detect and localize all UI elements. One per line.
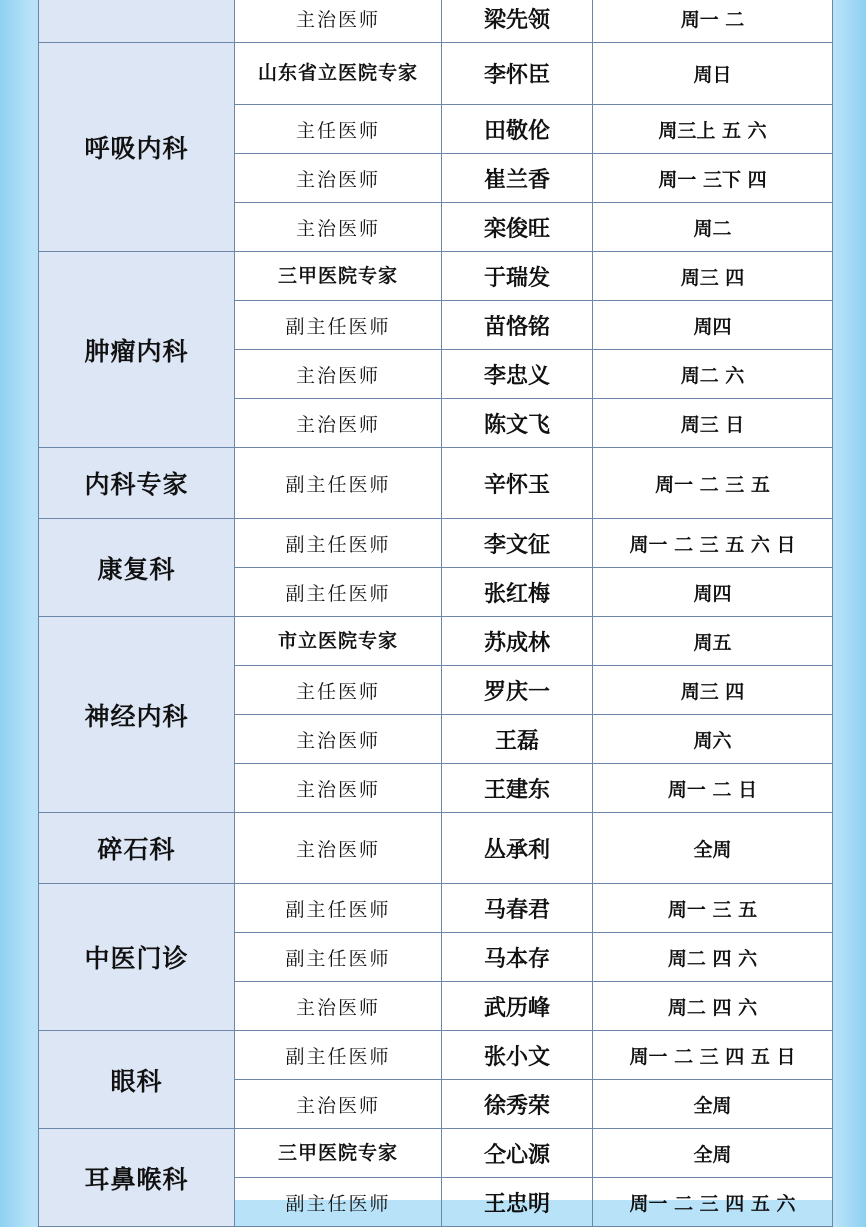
title-cell: 主治医师 <box>235 0 442 43</box>
doctor-cell: 罗庆一 <box>442 666 593 715</box>
title-cell: 主治医师 <box>235 399 442 448</box>
schedule-card <box>38 0 832 1217</box>
time-cell: 周三 日 <box>593 399 833 448</box>
doctor-cell: 武历峰 <box>442 982 593 1031</box>
time-cell: 周三上 五 六 <box>593 105 833 154</box>
title-cell: 三甲医院专家 <box>235 252 442 301</box>
doctor-cell: 王忠明 <box>442 1178 593 1227</box>
table-row <box>39 252 833 301</box>
doctor-cell: 田敬伦 <box>442 105 593 154</box>
time-cell: 周一 三下 四 <box>593 154 833 203</box>
title-cell: 主治医师 <box>235 813 442 884</box>
title-cell: 主治医师 <box>235 764 442 813</box>
doctor-cell: 栾俊旺 <box>442 203 593 252</box>
table-row <box>39 1129 833 1178</box>
time-cell: 全周 <box>593 1129 833 1178</box>
time-cell: 周六 <box>593 715 833 764</box>
title-cell: 副主任医师 <box>235 884 442 933</box>
doctor-cell: 辛怀玉 <box>442 448 593 519</box>
doctor-cell: 马本存 <box>442 933 593 982</box>
title-cell: 主治医师 <box>235 350 442 399</box>
time-cell: 周二 四 六 <box>593 982 833 1031</box>
table-row <box>39 813 833 884</box>
table-row <box>39 43 833 105</box>
doctor-cell: 马春君 <box>442 884 593 933</box>
table-row <box>39 519 833 568</box>
table-row <box>39 448 833 519</box>
title-cell: 主治医师 <box>235 203 442 252</box>
doctor-cell: 陈文飞 <box>442 399 593 448</box>
doctor-cell: 于瑞发 <box>442 252 593 301</box>
time-cell: 周一 三 五 <box>593 884 833 933</box>
title-cell: 山东省立医院专家 <box>235 43 442 105</box>
table-row <box>39 1031 833 1080</box>
time-cell: 全周 <box>593 813 833 884</box>
title-cell: 主治医师 <box>235 715 442 764</box>
time-cell: 周一 二 三 四 五 日 <box>593 1031 833 1080</box>
title-cell: 三甲医院专家 <box>235 1129 442 1178</box>
dept-cell <box>39 0 235 43</box>
doctor-cell: 张红梅 <box>442 568 593 617</box>
time-cell: 周二 四 六 <box>593 933 833 982</box>
doctor-cell: 徐秀荣 <box>442 1080 593 1129</box>
table-row <box>39 0 833 43</box>
dept-cell: 神经内科 <box>39 617 235 813</box>
time-cell: 周一 二 日 <box>593 764 833 813</box>
doctor-cell: 梁先领 <box>442 0 593 43</box>
title-cell: 副主任医师 <box>235 448 442 519</box>
doctor-cell: 李文征 <box>442 519 593 568</box>
dept-cell: 肿瘤内科 <box>39 252 235 448</box>
doctor-cell: 王磊 <box>442 715 593 764</box>
time-cell: 周一 二 三 五 <box>593 448 833 519</box>
doctor-cell: 苏成林 <box>442 617 593 666</box>
time-cell: 周四 <box>593 568 833 617</box>
dept-cell: 耳鼻喉科 <box>39 1129 235 1227</box>
doctor-cell: 丛承利 <box>442 813 593 884</box>
doctor-cell: 李怀臣 <box>442 43 593 105</box>
dept-cell: 碎石科 <box>39 813 235 884</box>
title-cell: 市立医院专家 <box>235 617 442 666</box>
doctor-cell: 仝心源 <box>442 1129 593 1178</box>
time-cell: 周三 四 <box>593 252 833 301</box>
doctor-cell: 苗恪铭 <box>442 301 593 350</box>
dept-cell: 眼科 <box>39 1031 235 1129</box>
title-cell: 副主任医师 <box>235 301 442 350</box>
dept-cell: 康复科 <box>39 519 235 617</box>
title-cell: 主任医师 <box>235 105 442 154</box>
title-cell: 副主任医师 <box>235 568 442 617</box>
doctor-cell: 张小文 <box>442 1031 593 1080</box>
doctor-cell: 王建东 <box>442 764 593 813</box>
time-cell: 周日 <box>593 43 833 105</box>
dept-cell: 呼吸内科 <box>39 43 235 252</box>
title-cell: 副主任医师 <box>235 933 442 982</box>
doctor-cell: 李忠义 <box>442 350 593 399</box>
time-cell: 周一 二 三 五 六 日 <box>593 519 833 568</box>
time-cell: 周二 六 <box>593 350 833 399</box>
title-cell: 副主任医师 <box>235 1178 442 1227</box>
time-cell: 周四 <box>593 301 833 350</box>
time-cell: 周三 四 <box>593 666 833 715</box>
doctor-schedule-table <box>38 0 833 1227</box>
time-cell: 周一 二 <box>593 0 833 43</box>
title-cell: 副主任医师 <box>235 519 442 568</box>
title-cell: 副主任医师 <box>235 1031 442 1080</box>
time-cell: 周二 <box>593 203 833 252</box>
title-cell: 主治医师 <box>235 154 442 203</box>
time-cell: 全周 <box>593 1080 833 1129</box>
time-cell: 周一 二 三 四 五 六 <box>593 1178 833 1227</box>
dept-cell: 中医门诊 <box>39 884 235 1031</box>
table-row <box>39 617 833 666</box>
table-row <box>39 884 833 933</box>
doctor-cell: 崔兰香 <box>442 154 593 203</box>
title-cell: 主治医师 <box>235 982 442 1031</box>
time-cell: 周五 <box>593 617 833 666</box>
title-cell: 主治医师 <box>235 1080 442 1129</box>
dept-cell: 内科专家 <box>39 448 235 519</box>
title-cell: 主任医师 <box>235 666 442 715</box>
